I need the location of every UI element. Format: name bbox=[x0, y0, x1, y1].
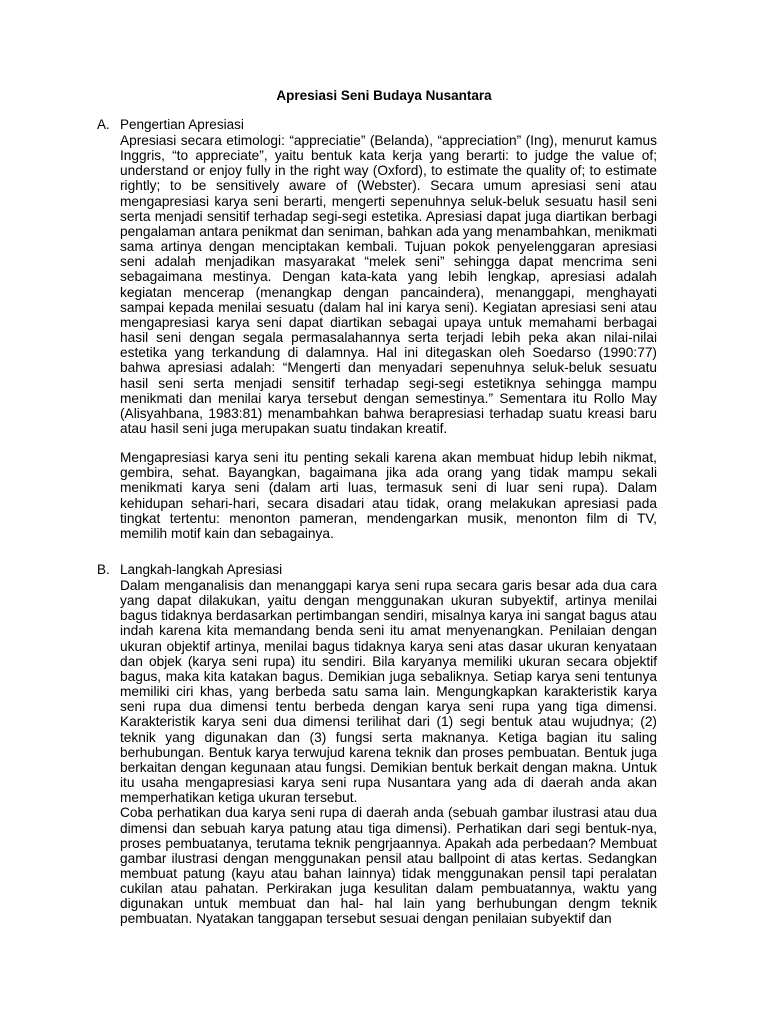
paragraph-exercise: Coba perhatikan dua karya seni rupa di daerah anda (sebuah gambar ilustrasi atau dua dimensi dan sebuah karya patung atau tiga dimensi). Perhatikan dari segi bentuk-nya, proses pembuatanya, terutama teknik pengrjaannya. Apakah ada perbedaan? Membuat gambar ilustrasi dengan menggunakan pensil atau ballpoint di atas kertas. Sedangkan membuat patung (kayu atau bahan lainnya) tidak menggunakan pensil tapi peralatan cukilan atau pahatan. Perkirakan juga kesulitan dalam pembuatannya, waktu yang digunakan untuk membuat dan hal- hal lain yang berhubungan dengm teknik pembuatan. Nyatakan tanggapan tersebut sesuai dengan penilaian subyektif dan bbox=[120, 805, 657, 927]
paragraph-analysis: Dalam menganalisis dan menanggapi karya seni rupa secara garis besar ada dua cara yang dapat dilakukan, yaitu dengan menggunakan ukuran subyektif, artinya menilai bagus tidaknya berdasarkan pertimbangan sendiri, misalnya karya ini sangat bagus atau indah karena kita memandang benda seni itu amat menyenangkan. Penilaian dengan ukuran objektif artinya, menilai bagus tidaknya karya seni atas dasar ukuran kenyataan dan objek (karya seni rupa) itu sendiri. Bila karyanya memiliki ukuran secara objektif bagus, maka kita katakan bagus. Demikian juga sebaliknya. Setiap karya seni tentunya memiliki ciri khas, yang berbeda satu sama lain. Mengungkapkan karakteristik karya seni rupa dua dimensi tentu berbeda dengan karya seni rupa yang tiga dimensi. Karakteristik karya seni dua dimensi terilihat dari (1) segi bentuk atau wujudnya; (2) teknik yang digunakan dan (3) fungsi serta maknanya. Ketiga bagian itu saling berhubungan. Bentuk karya terwujud karena teknik dan proses pembuatan. Bentuk juga berkaitan dengan kegunaan atau fungsi. Demikian bentuk berkait dengan makna. Untuk itu usaha mengapresiasi karya seni rupa Nusantara yang ada di daerah anda akan memperhatikan ketiga ukuran tersebut. bbox=[120, 578, 657, 806]
section-heading bbox=[97, 562, 657, 578]
section-letter: B. bbox=[97, 562, 110, 577]
paragraph-definition: Apresiasi secara etimologi: “appreciatie” (Belanda), “appreciation” (Ing), menurut kamus Inggris, “to appreciate”, yaitu bentuk kata kerja yang berarti: to judge the value of; understand or enjoy fully in the right way (Oxford), to estimate the quality of; to estimate rightly; to be sensitively aware of (Webster). Secara umum apresiasi seni atau mengapresiasi karya seni berarti, mengerti sepenuhnya seluk-beluk sesuatu hasil seni serta menjadi sensitif terhadap segi-segi estetika. Apresiasi dapat juga diartikan berbagi pengalaman antara penikmat dan seniman, bahkan ada yang menambahkan, menikmati sama artinya dengan menciptakan kembali. Tujuan pokok penyelenggaran apresiasi seni adalah menjadikan masyarakat “melek seni” sehingga dapat mencrima seni sebagaimana mestinya. Dengan kata-kata yang lebih lengkap, apresiasi adalah kegiatan mencerap (menangkap dengan pancaindera), menanggapi, menghayati sampai kepada menilai sesuatu (dalam hal ini karya seni). Kegiatan apresiasi seni atau mengapresiasi karya seni dapat diartikan sebagai upaya untuk memahami berbagai hasil seni dengan segala permasalahannya serta terjadi lebih peka akan nilai-nilai estetika yang terkandung di dalamnya. Hal ini ditegaskan oleh Soedarso (1990:77) bahwa apresiasi adalah: “Mengerti dan menyadari sepenuhnya seluk-beluk sesuatu hasil seni serta menjadi sensitif terhadap segi-segi estetiknya sehingga mampu menikmati dan menilai karya tersebut dengan semestinya.” Sementara itu Rollo May (Alisyahbana, 1983:81) menambahkan bahwa berapresiasi terhadap suatu kreasi baru atau hasil seni juga merupakan suatu tindakan kreatif. bbox=[120, 133, 657, 436]
document-title: Apresiasi Seni Budaya Nusantara bbox=[276, 88, 492, 103]
section-letter: A. bbox=[97, 117, 110, 132]
section-langkah-apresiasi bbox=[97, 562, 657, 927]
section-pengertian-apresiasi bbox=[97, 117, 657, 541]
section-title: Pengertian Apresiasi bbox=[120, 117, 244, 132]
section-title: Langkah-langkah Apresiasi bbox=[120, 562, 283, 577]
section-heading bbox=[97, 117, 657, 133]
paragraph-importance: Mengapresiasi karya seni itu penting sekali karena akan membuat hidup lebih nikmat, gembira, sehat. Bayangkan, bagaimana jika ada orang yang tidak mampu sekali menikmati karya seni (dalam arti luas, termasuk seni di luar seni rupa). Dalam kehidupan sehari-hari, secara disadari atau tidak, orang melakukan apresiasi pada tingkat tertentu: menonton pameran, mendengarkan musik, menonton film di TV, memilih motif kain dan sebagainya. bbox=[120, 450, 657, 541]
